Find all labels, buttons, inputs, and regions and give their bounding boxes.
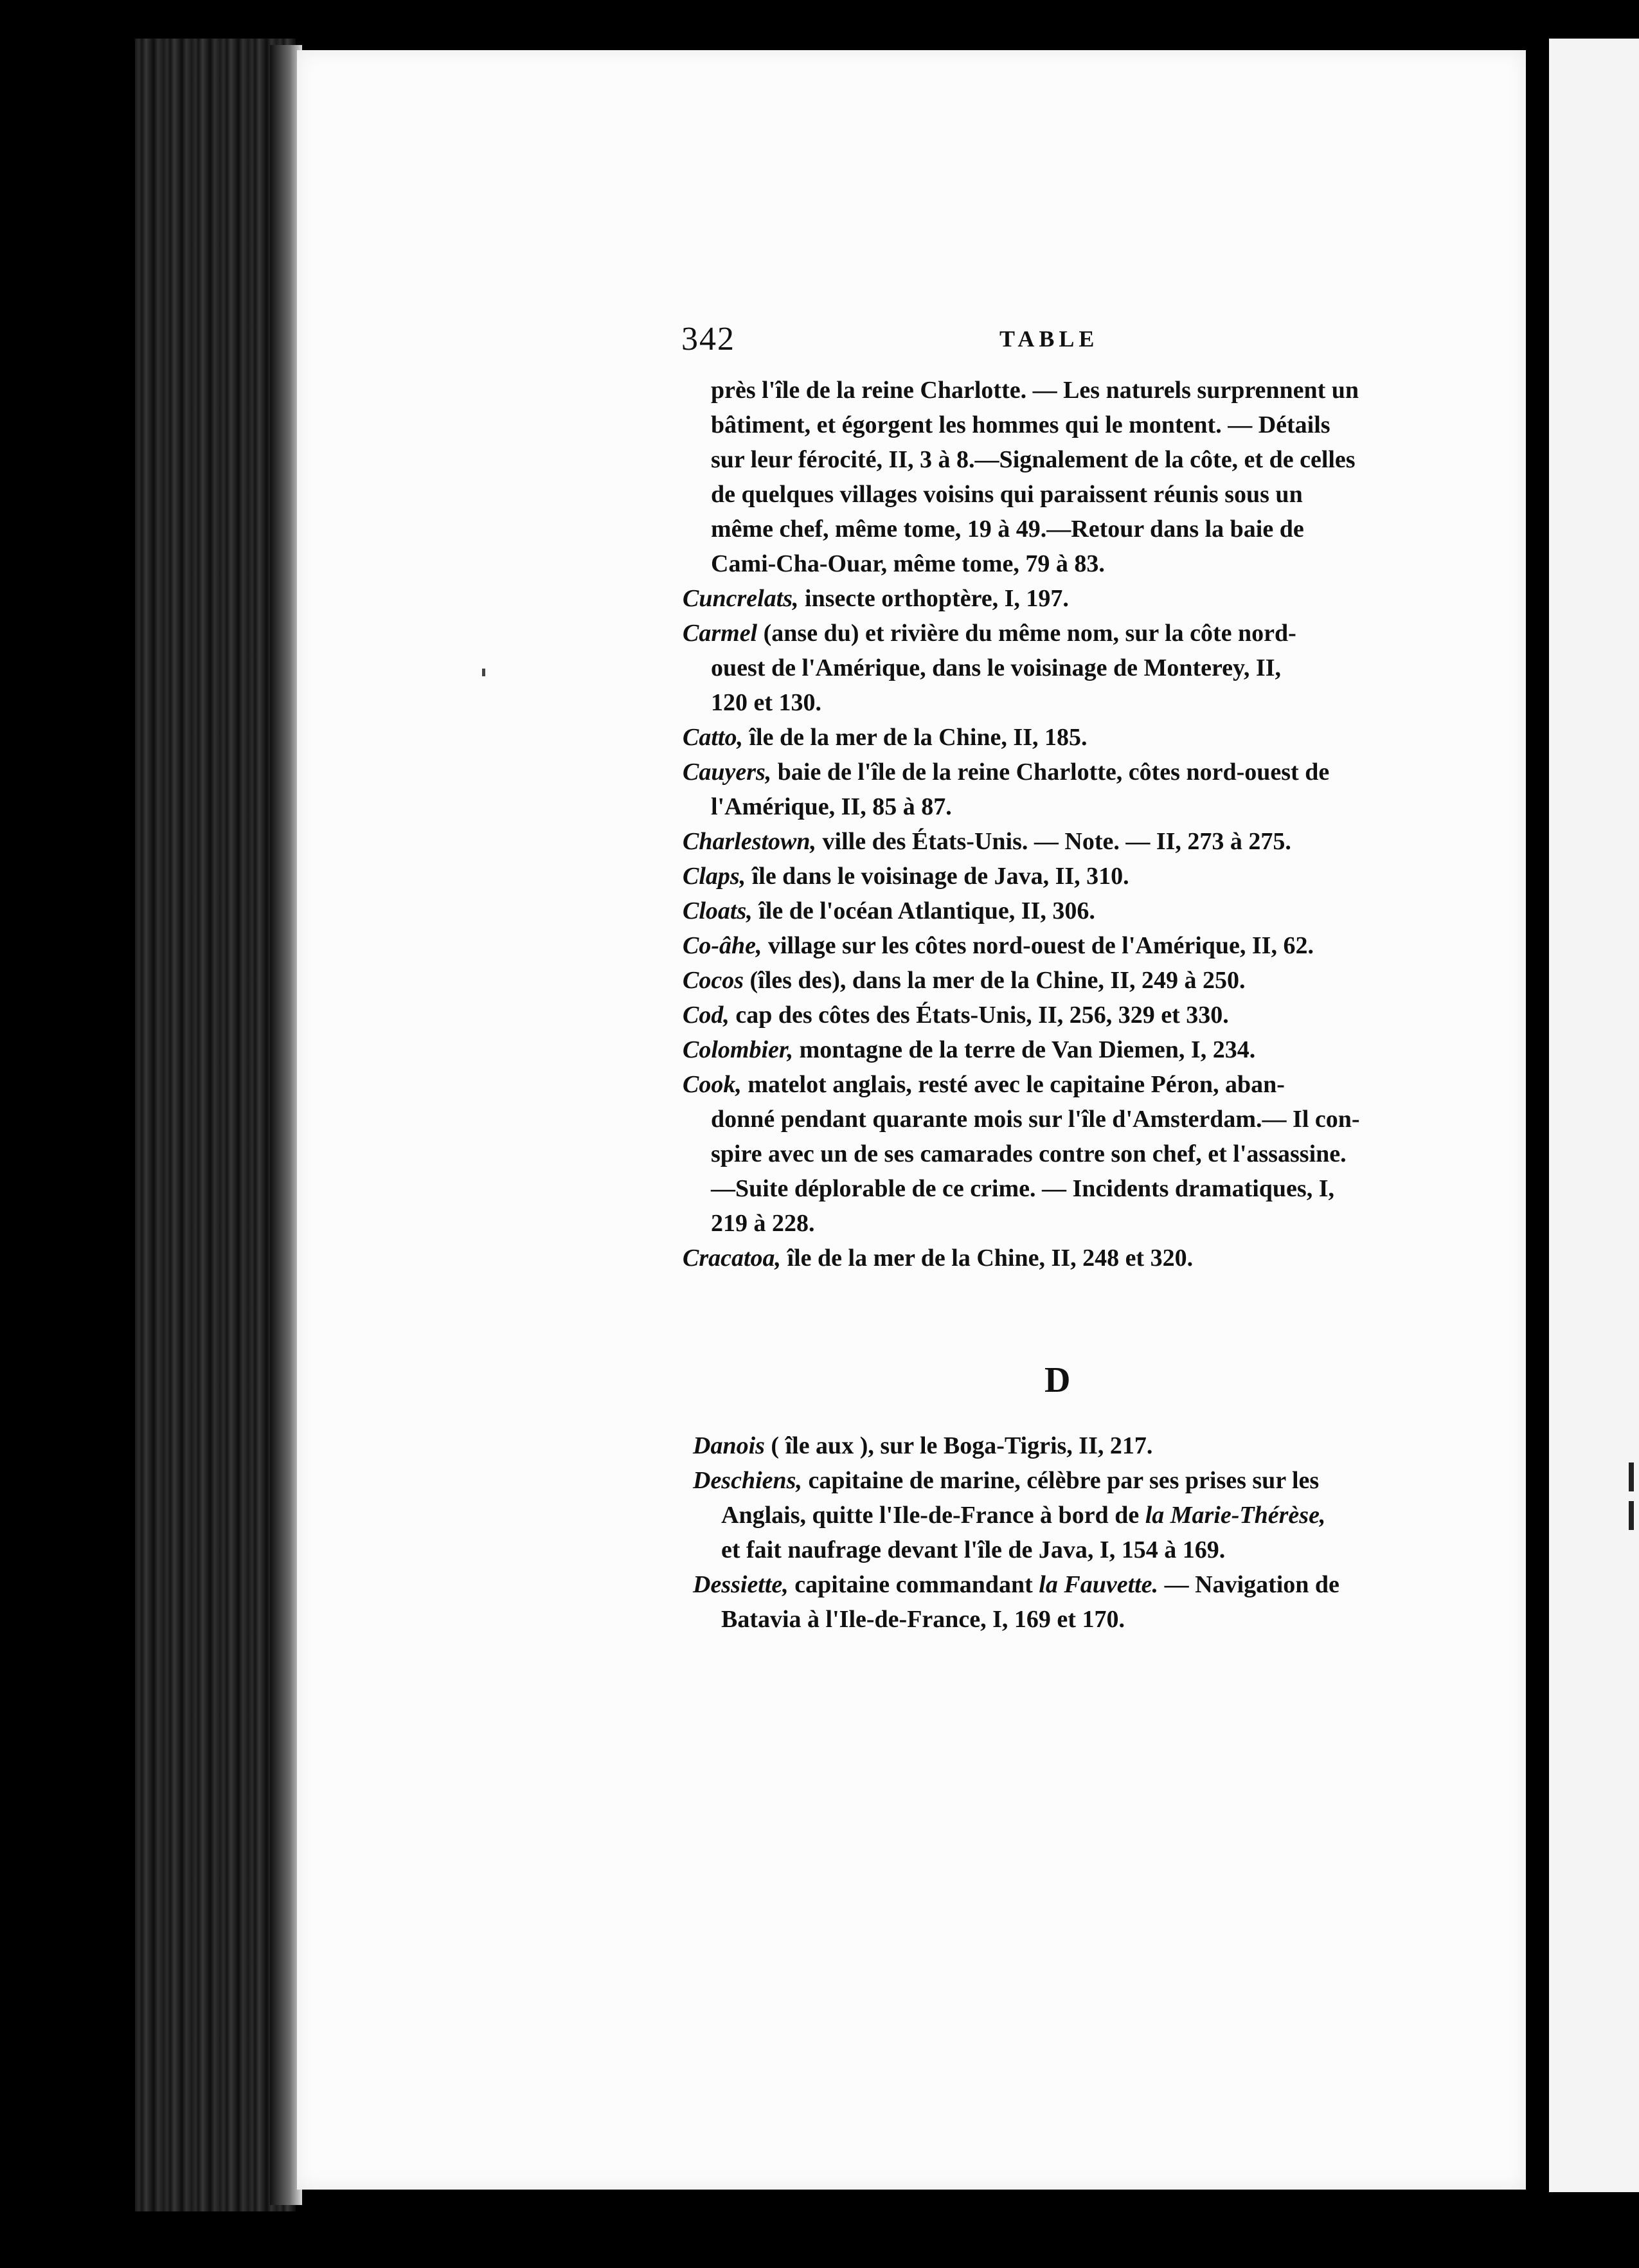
index-entry	[693, 1567, 1464, 1637]
entry-term: Danois	[693, 1432, 765, 1459]
index-entry	[683, 928, 1454, 963]
index-entry	[683, 616, 1454, 720]
index-entry	[683, 581, 1454, 616]
entry-term: Catto,	[683, 724, 743, 751]
entry-line	[683, 859, 1454, 894]
entry-text: insecte orthoptère, I, 197.	[798, 585, 1069, 612]
entry-text: île dans le voisinage de Java, II, 310.	[746, 863, 1129, 890]
entry-text: capitaine commandant	[788, 1571, 1039, 1598]
index-entry	[683, 373, 1454, 581]
entry-line	[683, 1241, 1454, 1275]
entry-line	[683, 1102, 1454, 1137]
ink-speck	[482, 669, 485, 676]
entry-text: l'Amérique, II, 85 à 87.	[711, 793, 952, 820]
entry-text: 219 à 228.	[711, 1210, 815, 1237]
entry-ship-name: la Fauvette.	[1039, 1571, 1159, 1598]
entry-line	[693, 1428, 1464, 1463]
entry-line	[683, 581, 1454, 616]
entry-text: (anse du) et rivière du même nom, sur la côte nord-	[757, 620, 1296, 647]
entry-line	[683, 928, 1454, 963]
entry-term: Cod,	[683, 1002, 730, 1029]
index-entries-d	[693, 1428, 1464, 1637]
index-entry	[683, 824, 1454, 859]
entry-text: bâtiment, et égorgent les hommes qui le montent. — Détails	[711, 411, 1330, 438]
entry-text: matelot anglais, resté avec le capitaine Péron, aban-	[741, 1071, 1285, 1098]
entry-term: Colombier,	[683, 1036, 794, 1063]
entry-line	[683, 1137, 1454, 1171]
entry-text: montagne de la terre de Van Diemen, I, 234.	[793, 1036, 1256, 1063]
entry-line	[683, 998, 1454, 1032]
index-entry	[693, 1428, 1464, 1463]
entry-line	[683, 685, 1454, 720]
entry-text: 120 et 130.	[711, 689, 822, 716]
page-number: 342	[681, 321, 735, 357]
entry-line	[683, 1067, 1454, 1102]
index-entry	[683, 755, 1454, 824]
entry-text: capitaine de marine, célèbre par ses prises sur les	[802, 1467, 1320, 1494]
entry-text: de quelques villages voisins qui paraissent réunis sous un	[711, 481, 1303, 508]
entry-text: spire avec un de ses camarades contre son chef, et l'assassine.	[711, 1140, 1347, 1167]
entry-term: Cracatoa,	[683, 1245, 782, 1272]
index-entry	[683, 1067, 1454, 1241]
entry-text: près l'île de la reine Charlotte. — Les naturels surprennent un	[711, 377, 1359, 404]
entry-text: île de l'océan Atlantique, II, 306.	[752, 897, 1095, 924]
index-entry	[683, 859, 1454, 894]
index-entry	[683, 894, 1454, 928]
entry-text: ouest de l'Amérique, dans le voisinage de Monterey, II,	[711, 654, 1282, 681]
entry-term: Cook,	[683, 1071, 742, 1098]
entry-text: donné pendant quarante mois sur l'île d'Amsterdam.— Il con-	[711, 1106, 1360, 1133]
entry-line	[693, 1602, 1464, 1637]
entry-line	[683, 1206, 1454, 1241]
entry-text: cap des côtes des États-Unis, II, 256, 329 et 330.	[729, 1002, 1229, 1029]
facing-page-mark	[1629, 1462, 1634, 1491]
entry-term: Deschiens,	[693, 1467, 802, 1494]
index-entry	[683, 720, 1454, 755]
entry-term: Charlestown,	[683, 828, 817, 855]
entry-text: Batavia à l'Ile-de-France, I, 169 et 170.	[721, 1606, 1125, 1633]
entry-text: —Suite déplorable de ce crime. — Incidents dramatiques, I,	[711, 1175, 1335, 1202]
entry-text: ( île aux ), sur le Boga-Tigris, II, 217.	[764, 1432, 1153, 1459]
entry-line	[683, 651, 1454, 685]
entry-line	[683, 1032, 1454, 1067]
index-entries-c	[683, 373, 1454, 1275]
entry-text: île de la mer de la Chine, II, 185.	[742, 724, 1088, 751]
entry-line	[683, 477, 1454, 512]
section-letter: D	[1044, 1360, 1071, 1400]
entry-text: île de la mer de la Chine, II, 248 et 320.	[781, 1245, 1194, 1272]
facing-page-mark	[1629, 1501, 1634, 1530]
entry-line	[683, 755, 1454, 789]
entry-line	[693, 1498, 1464, 1533]
entry-line	[683, 824, 1454, 859]
entry-line	[693, 1567, 1464, 1602]
entry-term: Cloats,	[683, 897, 753, 924]
entry-text: ville des États-Unis. — Note. — II, 273 à 275.	[816, 828, 1291, 855]
index-entry	[693, 1463, 1464, 1567]
entry-line	[683, 894, 1454, 928]
entry-text: baie de l'île de la reine Charlotte, côtes nord-ouest de	[771, 759, 1330, 786]
index-entry	[683, 1032, 1454, 1067]
entry-text: (îles des), dans la mer de la Chine, II, 249 à 250.	[744, 967, 1246, 994]
entry-line	[683, 373, 1454, 408]
entry-text: sur leur férocité, II, 3 à 8.—Signalement de la côte, et de celles	[711, 446, 1356, 473]
entry-line	[683, 789, 1454, 824]
entry-text: village sur les côtes nord-ouest de l'Amérique, II, 62.	[762, 932, 1314, 959]
entry-line	[683, 442, 1454, 477]
entry-text: et fait naufrage devant l'île de Java, I, 154 à 169.	[721, 1536, 1226, 1563]
entry-line	[693, 1463, 1464, 1498]
entry-term: Carmel	[683, 620, 758, 647]
entry-line	[683, 720, 1454, 755]
entry-term: Cauyers,	[683, 759, 772, 786]
entry-term: Claps,	[683, 863, 746, 890]
entry-text: même chef, même tome, 19 à 49.—Retour dans la baie de	[711, 516, 1304, 543]
index-entry	[683, 963, 1454, 998]
entry-line	[683, 512, 1454, 546]
entry-line	[683, 1171, 1454, 1206]
entry-line	[683, 546, 1454, 581]
entry-term: Dessiette,	[693, 1571, 789, 1598]
entry-ship-name: la Marie-Thérèse,	[1145, 1502, 1326, 1529]
entry-line	[683, 616, 1454, 651]
entry-line	[693, 1533, 1464, 1567]
entry-text-after: — Navigation de	[1158, 1571, 1339, 1598]
running-head: TABLE	[999, 326, 1099, 352]
entry-line	[683, 408, 1454, 442]
entry-line	[683, 963, 1454, 998]
entry-text: Anglais, quitte l'Ile-de-France à bord de	[721, 1502, 1145, 1529]
index-entry	[683, 1241, 1454, 1275]
entry-term: Co-âhe,	[683, 932, 762, 959]
entry-text: Cami-Cha-Ouar, même tome, 79 à 83.	[711, 550, 1105, 577]
entry-term: Cuncrelats,	[683, 585, 799, 612]
entry-term: Cocos	[683, 967, 744, 994]
index-entry	[683, 998, 1454, 1032]
facing-page-edge	[1549, 39, 1639, 2192]
